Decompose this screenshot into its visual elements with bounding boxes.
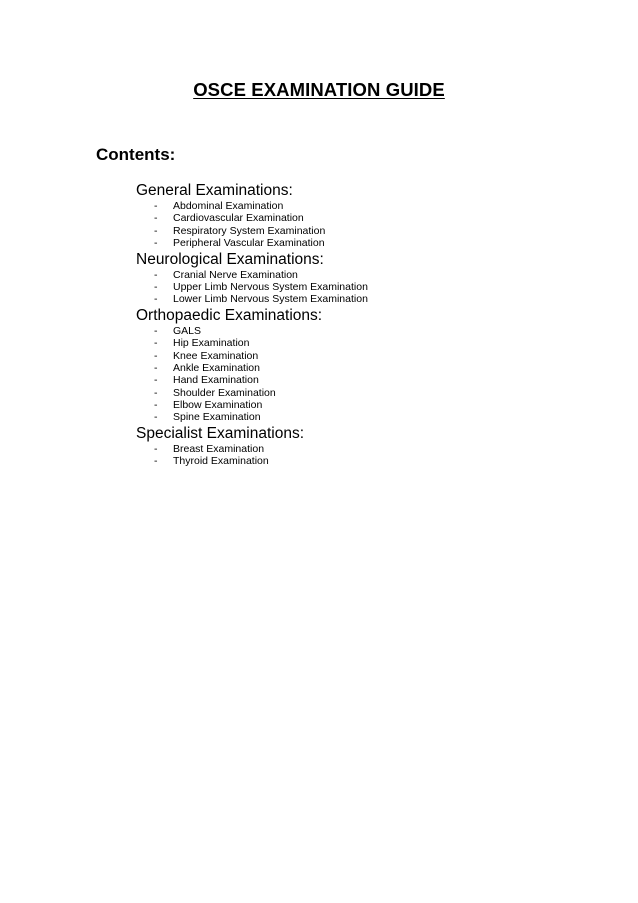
bullet-dash: - (154, 349, 158, 362)
section-items (136, 443, 596, 468)
list-item-label: Shoulder Examination (173, 386, 276, 399)
bullet-dash: - (154, 200, 158, 212)
section-items (136, 269, 596, 306)
bullet-dash: - (154, 280, 158, 293)
list-item (136, 387, 596, 399)
section-items (136, 325, 596, 424)
bullet-dash: - (154, 212, 158, 225)
list-item (136, 237, 596, 249)
list-item-label: Lower Limb Nervous System Examination (173, 293, 368, 306)
list-item-label: Knee Examination (173, 349, 259, 362)
list-item (136, 443, 596, 455)
list-item-label: Ankle Examination (173, 361, 260, 374)
bullet-dash: - (154, 237, 158, 250)
bullet-dash: - (154, 455, 158, 468)
list-item-label: Cardiovascular Examination (173, 212, 304, 225)
bullet-dash: - (154, 268, 158, 281)
list-item-label: Peripheral Vascular Examination (173, 237, 325, 250)
section-title: Orthopaedic Examinations: (136, 306, 323, 324)
list-item (136, 212, 596, 224)
list-item (136, 362, 596, 374)
bullet-dash: - (154, 224, 158, 237)
section-general (136, 182, 596, 250)
list-item-label: Upper Limb Nervous System Examination (173, 280, 368, 293)
list-item (136, 281, 596, 293)
bullet-dash: - (154, 361, 158, 374)
section-title: Neurological Examinations: (136, 250, 324, 268)
section-items (136, 200, 596, 250)
list-item (136, 455, 596, 467)
list-item (136, 269, 596, 281)
bullet-dash: - (154, 442, 158, 455)
bullet-dash: - (154, 374, 158, 387)
section-orthopaedic (136, 307, 596, 424)
bullet-dash: - (154, 386, 158, 399)
list-item-label: Cranial Nerve Examination (173, 268, 298, 281)
list-item-label: Elbow Examination (173, 399, 263, 412)
list-item-label: Abdominal Examination (173, 200, 284, 212)
list-item-label: Breast Examination (173, 442, 265, 455)
list-item (136, 350, 596, 362)
bullet-dash: - (154, 337, 158, 350)
contents-heading: Contents: (96, 145, 176, 164)
section-title: General Examinations: (136, 182, 293, 199)
list-item-label: Spine Examination (173, 411, 261, 424)
list-item (136, 411, 596, 423)
page-title: OSCE EXAMINATION GUIDE (193, 79, 445, 100)
list-item (136, 293, 596, 305)
list-item-label: Hip Examination (173, 337, 250, 350)
list-item (136, 325, 596, 337)
list-item-label: Thyroid Examination (173, 455, 269, 468)
bullet-dash: - (154, 293, 158, 306)
list-item (136, 399, 596, 411)
section-title: Specialist Examinations: (136, 424, 304, 442)
bullet-dash: - (154, 324, 158, 337)
list-item-label: Hand Examination (173, 374, 259, 387)
contents-list (136, 182, 596, 469)
section-neurological (136, 251, 596, 306)
list-item (136, 337, 596, 349)
list-item (136, 225, 596, 237)
list-item-label: Respiratory System Examination (173, 224, 326, 237)
section-specialist (136, 425, 596, 468)
list-item (136, 374, 596, 386)
bullet-dash: - (154, 399, 158, 412)
list-item (136, 200, 596, 212)
bullet-dash: - (154, 411, 158, 424)
list-item-label: GALS (173, 324, 202, 337)
